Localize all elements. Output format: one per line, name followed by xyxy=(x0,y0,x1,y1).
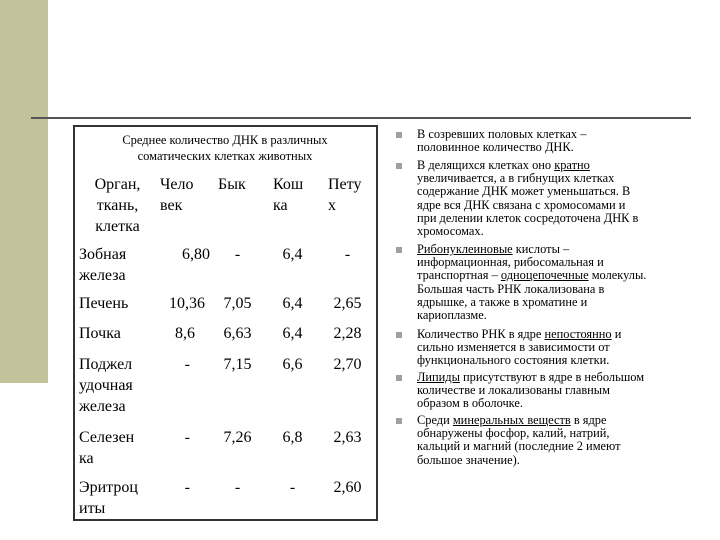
side-accent-bar xyxy=(0,0,48,383)
row-name-thymus: Зобная железа xyxy=(79,246,127,284)
row-name-pancreas: Поджел удочная железа xyxy=(79,356,133,415)
row-name-spleen: Селезен ка xyxy=(79,429,135,467)
row-name-erythrocytes: Эритроц иты xyxy=(79,479,138,517)
row-name-kidney: Почка xyxy=(79,325,121,342)
bullet-text-4: Количество РНК в ядре непостоянно и сильно изменяется в зависимости от функционального состояния клетки. xyxy=(417,327,622,368)
cell-kidney-rooster: 2,28 xyxy=(333,325,362,342)
cell-pancreas-human: - xyxy=(184,356,190,373)
table-caption xyxy=(90,132,360,164)
header-human: Чело век xyxy=(160,176,194,214)
cell-kidney-bull: 6,63 xyxy=(223,325,252,342)
cell-spleen-human: - xyxy=(184,429,190,446)
header-bull: Бык xyxy=(218,176,246,193)
cell-thymus-human: 6,80 xyxy=(182,246,210,263)
cell-liver-rooster: 2,65 xyxy=(333,295,362,312)
cell-liver-human: 10,36 xyxy=(169,295,205,312)
cell-erythrocytes-rooster: 2,60 xyxy=(333,479,362,496)
cell-spleen-cat: 6,8 xyxy=(282,429,303,446)
cell-spleen-bull: 7,26 xyxy=(223,429,252,446)
cell-spleen-rooster: 2,63 xyxy=(333,429,362,446)
cell-pancreas-rooster: 2,70 xyxy=(333,356,362,373)
bullet-text-3: Рибонуклеиновые кислоты – информационная, рибосомальная и транспортная – одноцепочечные молекулы. Большая часть РНК локализована в ядрышке, а также в хроматине и кариоплазме. xyxy=(417,242,647,323)
header-cat: Кош ка xyxy=(273,176,304,214)
bullet-text-1: В созревших половых клетках – половинное количество ДНК. xyxy=(417,127,587,155)
bullet-text-2: В делящихся клетках оно кратно увеличивается, а в гибнущих клетках содержание ДНК может уменьшаться. В ядре вся ДНК связана с хромосомами и при делении клеток сосредоточена ДНК в хромосомах. xyxy=(417,158,639,239)
bullet-square-icon xyxy=(396,247,402,253)
cell-thymus-rooster: - xyxy=(344,246,351,263)
cell-erythrocytes-cat: - xyxy=(289,479,296,496)
header-organ: Орган, ткань, клетка xyxy=(94,176,141,235)
cell-kidney-cat: 6,4 xyxy=(282,325,303,342)
bullet-square-icon xyxy=(396,332,402,338)
bullet-square-icon xyxy=(396,132,402,138)
cell-thymus-cat: 6,4 xyxy=(282,246,303,263)
bullet-text-5: Липиды присутствуют в ядре в небольшом количестве и локализованы главным образом в оболочке. xyxy=(417,370,645,411)
cell-thymus-bull: - xyxy=(234,246,241,263)
caption-line-1: Среднее количество ДНК в различных xyxy=(122,133,328,147)
cell-pancreas-cat: 6,6 xyxy=(282,356,303,373)
cell-erythrocytes-human: - xyxy=(184,479,190,496)
bullet-square-icon xyxy=(396,163,402,169)
cell-liver-bull: 7,05 xyxy=(223,295,252,312)
header-rooster: Пету х xyxy=(328,176,362,214)
cell-liver-cat: 6,4 xyxy=(282,295,303,312)
caption-line-2: соматических клетках животных xyxy=(137,149,313,163)
bullet-square-icon xyxy=(396,375,402,381)
cell-pancreas-bull: 7,15 xyxy=(223,356,252,373)
cell-kidney-human: 8,6 xyxy=(175,325,195,342)
bullet-text-6: Среди минеральных веществ в ядре обнаружены фосфор, калий, натрий, кальций и магний (последние 2 имеют большое значение). xyxy=(417,413,621,467)
row-name-liver: Печень xyxy=(79,295,129,312)
cell-erythrocytes-bull: - xyxy=(234,479,241,496)
bullet-square-icon xyxy=(396,418,402,424)
title-divider-line xyxy=(31,117,691,119)
